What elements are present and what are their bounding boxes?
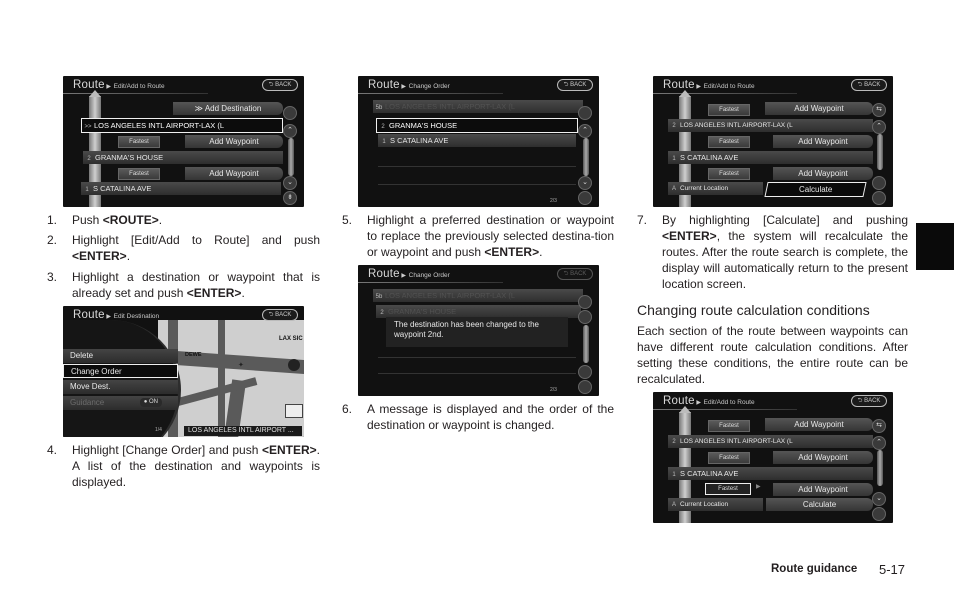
row-label: LOS ANGELES INTL AIRPORT-LAX (L <box>385 102 516 111</box>
back-label: BACK <box>570 271 587 277</box>
divider <box>378 184 576 185</box>
step-text-pre: By highlighting [Calculate] and pushing <box>662 213 908 227</box>
title-route: Route <box>368 79 400 91</box>
calculate-label: Calculate <box>798 185 833 194</box>
condition-button[interactable]: Fastest <box>118 136 160 148</box>
row-label: S CATALINA AVE <box>93 184 152 193</box>
scroll-up-icon[interactable]: ⌃ <box>872 436 886 450</box>
step-1 <box>47 212 320 228</box>
step-text <box>367 212 614 260</box>
screen-title <box>368 268 450 280</box>
menu-item-move-dest[interactable]: Move Dest. <box>63 380 178 394</box>
scrollbar[interactable] <box>877 134 883 170</box>
breadcrumb-arrow-icon: ▶ <box>694 400 703 406</box>
screenshot-order-changed-message <box>358 265 599 396</box>
row-index: A <box>671 502 676 508</box>
route-row[interactable] <box>668 467 873 480</box>
add-waypoint-button[interactable]: Add Waypoint <box>773 167 873 180</box>
scroll-top-button[interactable] <box>578 106 592 120</box>
condition-button[interactable]: Fastest <box>118 168 160 180</box>
title-route: Route <box>663 395 695 407</box>
step-text-post: . <box>158 213 163 227</box>
add-waypoint-button[interactable]: Add Waypoint <box>185 135 283 148</box>
scroll-top-button[interactable] <box>283 106 297 120</box>
step-text-pre: Highlight [Edit/Add to Route] and push <box>72 233 320 247</box>
row-label: GRANMA'S HOUSE <box>388 307 457 316</box>
back-button[interactable]: ⮌ BACK <box>262 79 298 91</box>
row-index: 2 <box>381 124 385 130</box>
breadcrumb-arrow-icon: ▶ <box>399 84 408 90</box>
step-3 <box>47 269 320 301</box>
row-label: S CATALINA AVE <box>680 469 739 478</box>
divider <box>378 373 576 374</box>
title-route: Route <box>368 268 400 280</box>
add-destination-icon: ≫ <box>194 104 205 113</box>
row-label: Current Location <box>680 501 729 508</box>
step-key: <ENTER> <box>662 229 717 243</box>
calculate-label: Calculate <box>802 500 837 509</box>
screenshot-edit-destination <box>63 306 304 437</box>
rail-arrow-icon <box>89 90 101 97</box>
title-sub: Edit/Add to Route <box>703 83 755 90</box>
row-index: 2 <box>672 439 676 445</box>
add-waypoint-button[interactable]: Add Waypoint <box>773 451 873 464</box>
condition-button[interactable]: Fastest <box>708 168 750 180</box>
back-button: ⮌ BACK <box>557 268 593 280</box>
step-key: <ENTER> <box>72 249 127 263</box>
menu-item-delete[interactable]: Delete <box>63 349 178 363</box>
divider <box>358 93 503 94</box>
scroll-down-icon[interactable] <box>872 176 886 190</box>
step-key: <ENTER> <box>484 245 540 259</box>
divider <box>378 357 576 358</box>
menu-item-change-order[interactable]: Change Order <box>63 364 178 378</box>
step-number: 7. <box>637 213 648 227</box>
row-index: 1 <box>382 139 386 145</box>
destination-address: LOS ANGELES INTL AIRPORT ... <box>184 426 302 436</box>
step-number: 4. <box>47 443 58 457</box>
row-index: 1 <box>672 472 676 478</box>
step-number: 6. <box>342 402 353 416</box>
row-index: 1 <box>672 156 676 162</box>
swap-icon[interactable]: ⇆ <box>872 103 886 117</box>
back-label: BACK <box>864 82 881 88</box>
scroll-down-icon[interactable]: ⌄ <box>872 492 886 506</box>
compass-icon[interactable] <box>288 359 300 371</box>
scroll-up-icon[interactable]: ⌃ <box>283 124 297 138</box>
step-text <box>367 401 614 433</box>
screen-title <box>663 79 755 91</box>
screen-title <box>73 309 159 321</box>
back-label: BACK <box>275 312 292 318</box>
back-label: BACK <box>864 398 881 404</box>
back-button[interactable]: ⮌ BACK <box>262 309 298 321</box>
row-label: GRANMA'S HOUSE <box>95 153 164 162</box>
title-sub: Edit/Add to Route <box>703 399 755 406</box>
row-label: LOS ANGELES INTL AIRPORT-LAX (L <box>94 121 225 130</box>
title-route: Route <box>73 79 105 91</box>
back-button[interactable]: ⮌ BACK <box>851 79 887 91</box>
screenshot-change-order <box>358 76 599 207</box>
scroll-bottom-icon <box>578 380 592 394</box>
row-index: 5b <box>375 105 383 111</box>
divider <box>378 166 576 167</box>
map-label: DEWE <box>185 352 202 358</box>
divider <box>653 93 797 94</box>
map-road <box>218 320 225 437</box>
toggle-state: ON <box>149 399 158 405</box>
screenshot-edit-add-route-calculate <box>653 76 893 207</box>
map-label: LAX SIC <box>279 336 303 342</box>
map-location-icon: ✦ <box>238 362 244 369</box>
title-route: Route <box>73 309 105 321</box>
rail-arrow-icon <box>679 406 691 413</box>
add-waypoint-button[interactable]: Add Waypoint <box>773 135 873 148</box>
page-indicator: 1/4 <box>155 427 162 433</box>
route-row[interactable] <box>668 119 873 132</box>
step-6 <box>342 401 614 433</box>
step-text <box>72 212 320 228</box>
add-destination-button[interactable] <box>173 102 283 115</box>
condition-button-selected[interactable]: Fastest <box>705 483 751 495</box>
row-label: S CATALINA AVE <box>390 136 449 145</box>
step-text-pre: Highlight a destination or waypoint that is already set and push <box>72 270 320 300</box>
breadcrumb-arrow-icon: ▶ <box>399 273 408 279</box>
step-text <box>72 269 320 301</box>
scroll-up-icon[interactable]: ⌃ <box>578 124 592 138</box>
step-key: <ENTER> <box>186 286 242 300</box>
scroll-down-icon <box>578 365 592 379</box>
step-key: <ROUTE> <box>102 213 159 227</box>
title-sub: Edit/Add to Route <box>113 83 165 90</box>
step-text-post: , the system will recalculate the routes. After the route search is complete, the display will automatically return to the present location screen. <box>662 229 908 291</box>
row-index: 5b <box>375 294 383 300</box>
scrollbar[interactable] <box>877 450 883 486</box>
screen-title <box>73 79 165 91</box>
scroll-top-button <box>578 295 592 309</box>
step-4 <box>47 442 320 490</box>
row-index: >> <box>84 124 92 130</box>
scrollbar[interactable] <box>583 138 589 176</box>
screenshot-edit-add-route-condition <box>653 392 893 523</box>
route-row[interactable] <box>668 182 763 195</box>
breadcrumb-arrow-icon: ▶ <box>104 84 113 90</box>
route-row[interactable] <box>81 118 283 133</box>
add-destination-label: Add Destination <box>204 104 262 113</box>
step-text <box>72 232 320 264</box>
route-row[interactable] <box>83 151 283 164</box>
back-button[interactable]: ⮌ BACK <box>557 79 593 91</box>
step-text <box>662 212 908 292</box>
step-text-pre: A message is displayed and the order of the destination or waypoint is changed. <box>367 402 614 432</box>
row-index: 1 <box>85 187 89 193</box>
guidance-label: Guidance <box>70 398 105 407</box>
row-label: GRANMA'S HOUSE <box>389 121 458 130</box>
title-sub: Change Order <box>408 83 450 90</box>
step-text <box>72 442 320 490</box>
scrollbar <box>583 325 589 363</box>
scroll-bottom-icon[interactable] <box>872 507 886 521</box>
scroll-bottom-icon[interactable] <box>872 191 886 205</box>
row-label: S CATALINA AVE <box>680 153 739 162</box>
step-text-pre: Push <box>72 213 103 227</box>
step-number: 3. <box>47 270 58 284</box>
route-row[interactable] <box>668 435 873 448</box>
page-indicator: 2/3 <box>550 387 557 393</box>
page-number: 5-17 <box>879 562 906 577</box>
back-label: BACK <box>275 82 292 88</box>
back-label: BACK <box>570 82 587 88</box>
step-number: 2. <box>47 233 58 247</box>
divider <box>653 409 797 410</box>
add-waypoint-button[interactable]: Add Waypoint <box>765 418 873 431</box>
route-row[interactable] <box>376 118 578 133</box>
scroll-down-icon[interactable]: ⌄ <box>283 176 297 190</box>
route-row <box>373 289 583 302</box>
condition-button[interactable]: Fastest <box>708 136 750 148</box>
screen-title <box>663 395 755 407</box>
route-row[interactable] <box>81 182 281 195</box>
back-button[interactable]: ⮌ BACK <box>851 395 887 407</box>
route-row <box>373 100 583 113</box>
step-key: <ENTER> <box>261 443 317 457</box>
row-index: 2 <box>87 156 91 162</box>
condition-button[interactable]: Fastest <box>708 420 750 432</box>
add-waypoint-button[interactable]: Add Waypoint <box>765 102 873 115</box>
step-text-pre: Highlight a preferred destination or waypoint to replace the previously selected destina-tion or waypoint and push <box>367 213 614 259</box>
add-waypoint-button[interactable]: Add Waypoint <box>185 167 283 180</box>
step-7 <box>637 212 908 292</box>
map-road <box>158 350 304 374</box>
footer-section-title: Route guidance <box>771 563 858 575</box>
row-label: LOS ANGELES INTL AIRPORT-LAX (L <box>680 438 793 445</box>
section-heading: Changing route calculation conditions <box>637 302 870 318</box>
step-number: 5. <box>342 213 353 227</box>
step-5 <box>342 212 614 260</box>
screenshot-edit-add-route-1 <box>63 76 304 207</box>
condition-button[interactable]: Fastest <box>708 104 750 116</box>
section-body: Each section of the route between waypoints can have different route calculation conditions. After setting these conditions, the entire route can be recalculated. <box>637 324 908 386</box>
row-label: LOS ANGELES INTL AIRPORT-LAX (L <box>385 291 516 300</box>
screen-title <box>368 79 450 91</box>
row-index: 2 <box>380 310 384 316</box>
row-index: 2 <box>672 123 676 129</box>
breadcrumb-arrow-icon: ▶ <box>694 84 703 90</box>
scroll-down-icon[interactable]: ⌄ <box>578 176 592 190</box>
row-label: Current Location <box>680 185 729 192</box>
step-text-pre: Highlight [Change Order] and push <box>72 443 262 457</box>
swap-icon[interactable]: ⇆ <box>872 419 886 433</box>
route-row[interactable] <box>668 498 763 511</box>
rail-arrow-icon <box>679 90 691 97</box>
scroll-bottom-icon[interactable] <box>578 191 592 205</box>
scroll-up-icon[interactable]: ⌃ <box>872 120 886 134</box>
row-index: A <box>671 186 676 192</box>
confirmation-message: The destination has been changed to the waypoint 2nd. <box>386 317 568 347</box>
page-indicator: 2/3 <box>550 198 557 204</box>
divider <box>63 93 208 94</box>
step-text-post: . <box>241 286 245 300</box>
route-row[interactable] <box>668 151 873 164</box>
condition-button[interactable]: Fastest <box>708 452 750 464</box>
guidance-toggle: ● ON <box>140 398 162 407</box>
step-text-post: . A list of the destination and waypoints is displayed. <box>72 443 320 489</box>
menu-item-guidance <box>63 396 178 410</box>
scroll-bottom-icon[interactable]: ⇟ <box>283 191 297 205</box>
scroll-up-icon <box>578 310 592 324</box>
title-sub: Edit Destination <box>113 313 160 320</box>
zoom-scale-button[interactable] <box>285 404 303 418</box>
step-text-post: . <box>539 245 543 259</box>
title-route: Route <box>663 79 695 91</box>
calculate-button[interactable] <box>766 498 873 511</box>
step-text-post: . <box>126 249 131 263</box>
calculate-button[interactable] <box>764 182 866 197</box>
pointer-arrow-icon: ▶ <box>756 484 761 490</box>
row-label: LOS ANGELES INTL AIRPORT-LAX (L <box>680 122 793 129</box>
add-waypoint-button[interactable]: Add Waypoint <box>773 483 873 496</box>
divider <box>358 282 503 283</box>
scrollbar[interactable] <box>288 138 294 176</box>
breadcrumb-arrow-icon: ▶ <box>104 314 113 320</box>
chapter-thumb-tab <box>916 223 954 270</box>
route-row[interactable] <box>378 134 576 147</box>
title-sub: Change Order <box>408 272 450 279</box>
step-number: 1. <box>47 213 58 227</box>
step-2 <box>47 232 320 264</box>
